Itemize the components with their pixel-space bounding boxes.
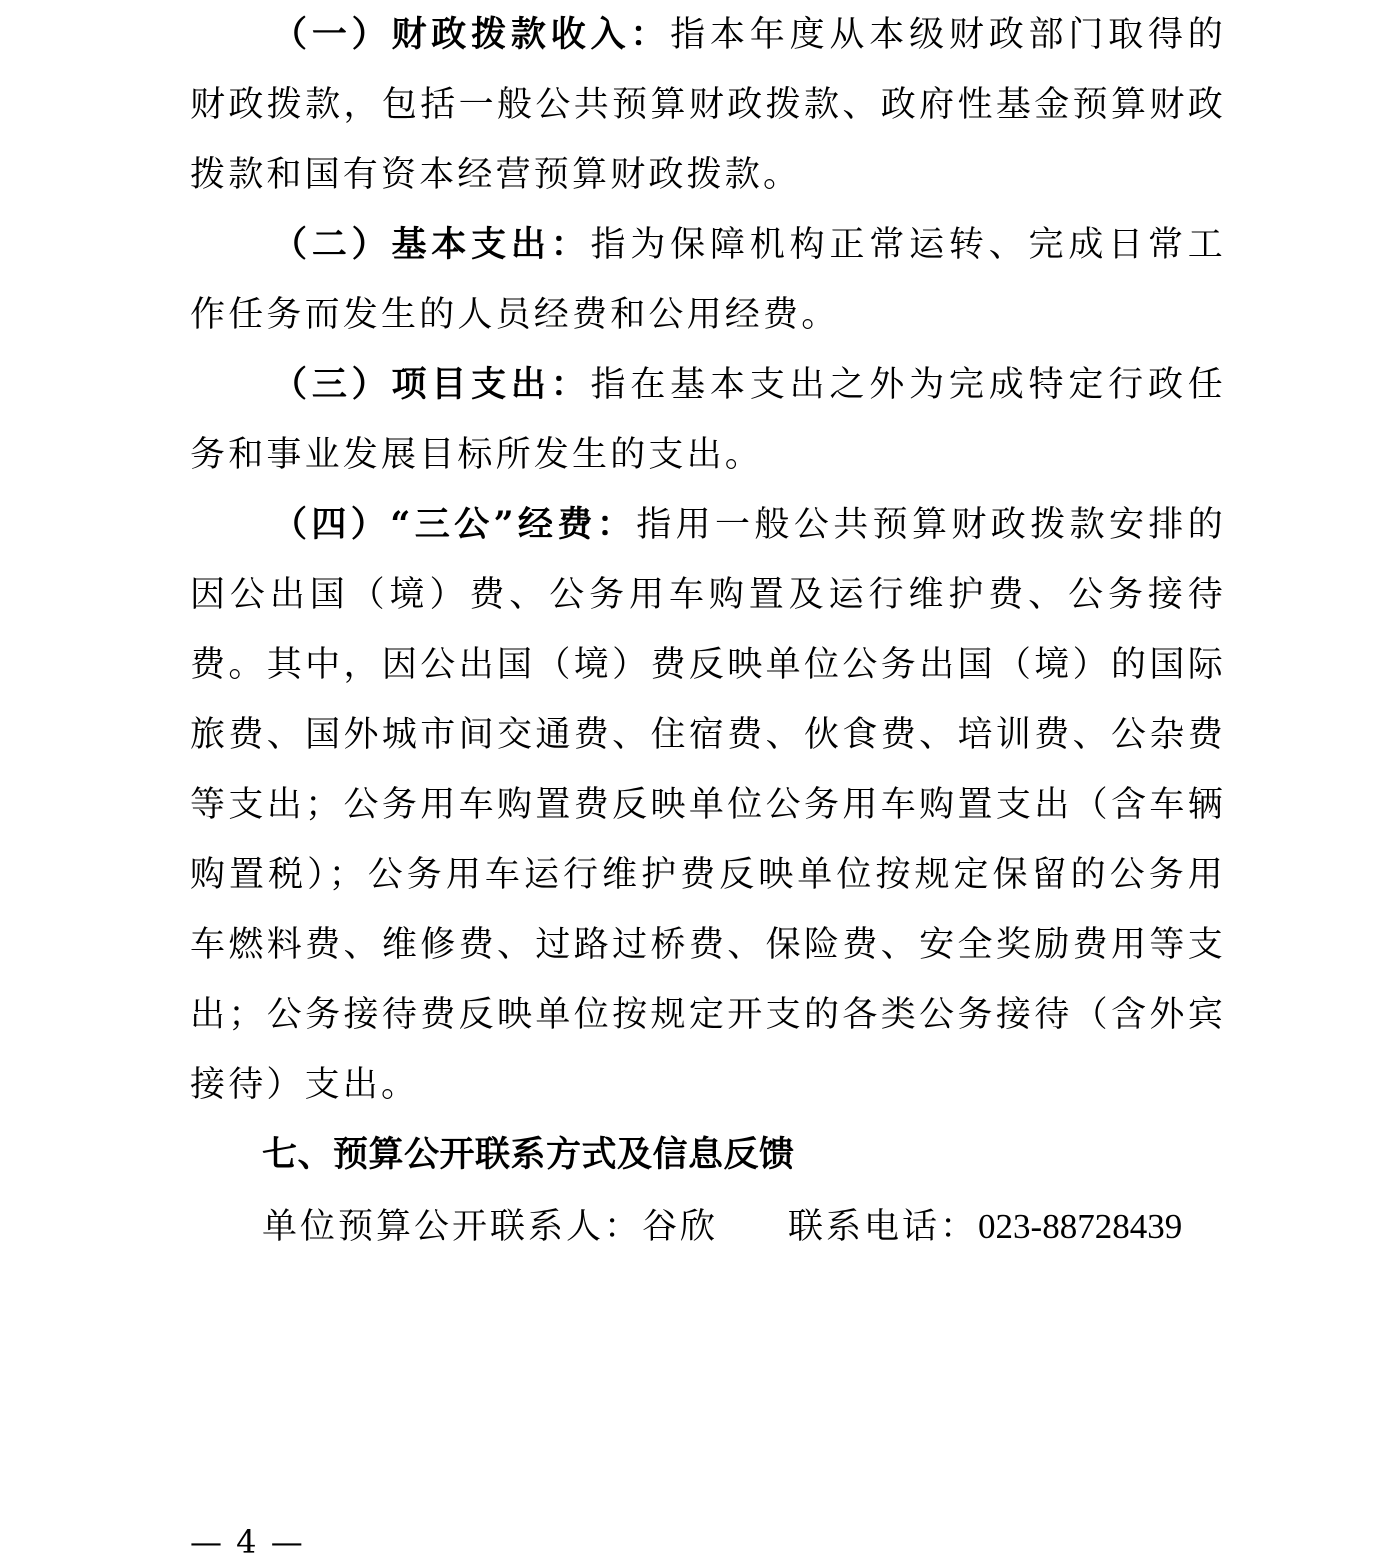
definition-term: （一）财政拨款收入： — [272, 14, 671, 55]
definition-paragraph-basic-expenditure — [190, 210, 1226, 350]
definition-text: 指在基本支出之外为完成特定行政任务和事业发展目标所发生的支出。 — [190, 365, 1227, 475]
definition-paragraph-project-expenditure — [190, 350, 1226, 490]
contact-line — [190, 1190, 1226, 1264]
contact-phone-number: 023-88728439 — [978, 1207, 1183, 1246]
definition-term: （四）“三公”经费： — [272, 504, 637, 545]
contact-phone-label: 联系电话： — [788, 1207, 979, 1247]
contact-person-label: 单位预算公开联系人： — [262, 1207, 643, 1247]
definition-term: （二）基本支出： — [272, 224, 591, 265]
contact-person-name: 谷欣 — [642, 1207, 719, 1247]
page-number: — 4 — — [190, 1523, 305, 1561]
section-heading: 七、预算公开联系方式及信息反馈 — [262, 1135, 795, 1175]
definition-term: （三）项目支出： — [272, 364, 591, 405]
definition-text: 指为保障机构正常运转、完成日常工作任务而发生的人员经费和公用经费。 — [190, 225, 1227, 335]
definition-text: 指用一般公共预算财政拨款安排的因公出国（境）费、公务用车购置及运行维护费、公务接待费。其中，因公出国（境）费反映单位公务出国（境）的国际旅费、国外城市间交通费、住宿费、伙食费、培训费、公杂费等支出；公务用车购置费反映单位公务用车购置支出（含车辆购置税）；公务用车运行维护费反映单位按规定保留的公务用车燃料费、维修费、过路过桥费、保险费、安全奖励费用等支出；公务接待费反映单位按规定开支的各类公务接待（含外宾接待）支出。 — [190, 505, 1226, 1105]
definition-paragraph-three-public-expenses — [190, 490, 1226, 1120]
definition-paragraph-fiscal-appropriation — [190, 0, 1226, 210]
definition-text: 指本年度从本级财政部门取得的财政拨款，包括一般公共预算财政拨款、政府性基金预算财政拨款和国有资本经营预算财政拨款。 — [190, 15, 1226, 195]
document-body — [190, 0, 1226, 1264]
